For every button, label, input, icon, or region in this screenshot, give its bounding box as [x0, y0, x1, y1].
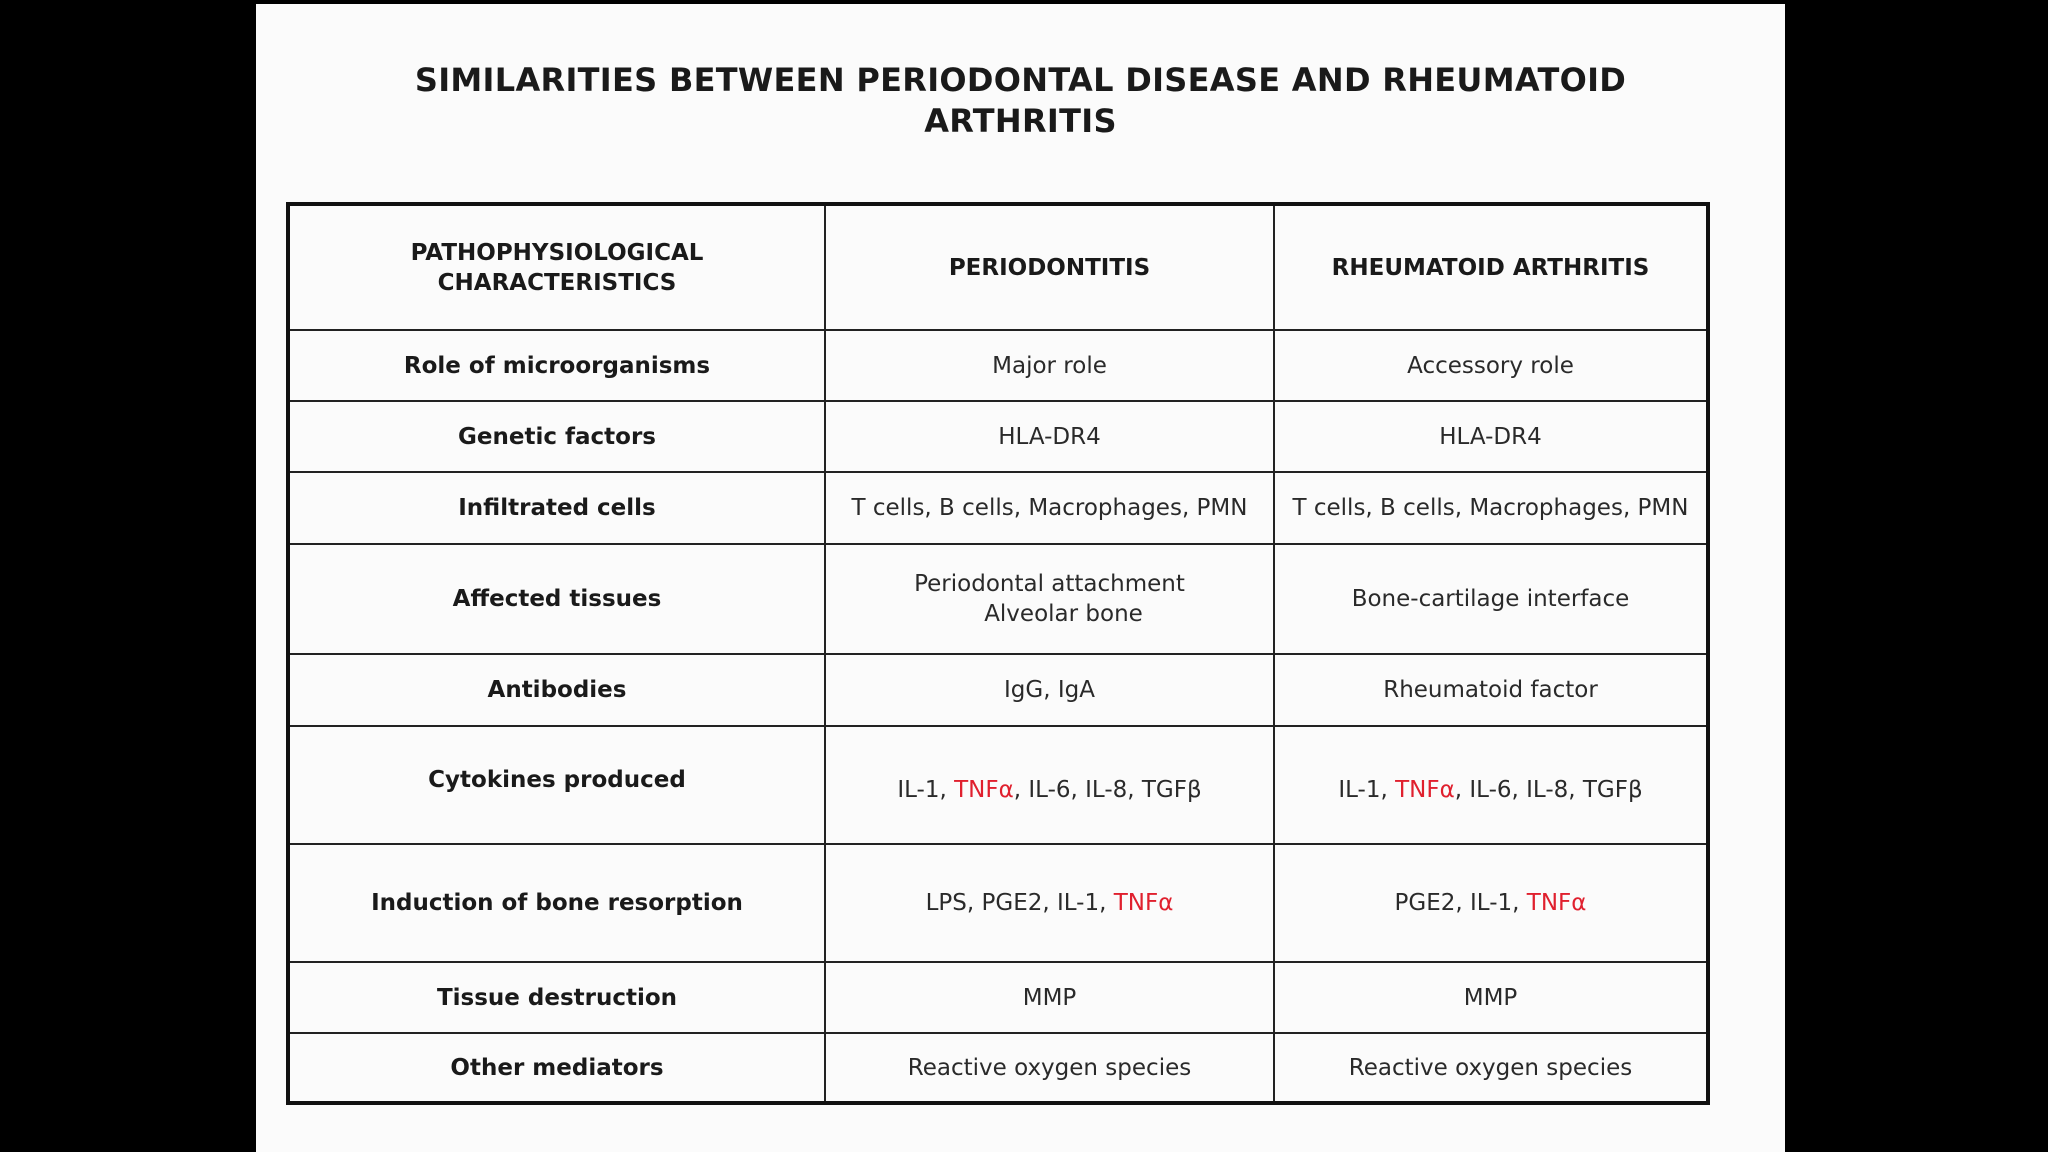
cytokines-periodontitis-tnf-highlight: TNFα [954, 777, 1014, 803]
comparison-table [286, 202, 1710, 1105]
row-label-tissues: Affected tissues [288, 544, 825, 654]
cell-periodontitis-tissues [825, 544, 1274, 654]
header-characteristics-line-2: CHARACTERISTICS [437, 269, 677, 296]
cell-ra-infiltrated: T cells, B cells, Macrophages, PMN [1274, 472, 1708, 544]
table-row [288, 654, 1708, 726]
cell-periodontitis-mediators: Reactive oxygen species [825, 1033, 1274, 1103]
row-label-microorganisms: Role of microorganisms [288, 330, 825, 401]
table-row [288, 544, 1708, 654]
header-periodontitis: PERIODONTITIS [825, 204, 1274, 330]
table-row [288, 726, 1708, 844]
header-characteristics-line-1: PATHOPHYSIOLOGICAL [410, 239, 704, 266]
slide-title [256, 60, 1785, 142]
table-header-row [288, 204, 1708, 330]
slide-title-line-2: ARTHRITIS [924, 102, 1117, 140]
cell-periodontitis-genetic: HLA-DR4 [825, 401, 1274, 472]
cell-ra-microorganisms: Accessory role [1274, 330, 1708, 401]
cell-ra-cytokines [1274, 726, 1708, 844]
cell-periodontitis-microorganisms: Major role [825, 330, 1274, 401]
row-label-cytokines: Cytokines produced [288, 726, 825, 844]
slide-title-line-1: SIMILARITIES BETWEEN PERIODONTAL DISEASE AND RHEUMATOID [414, 61, 1627, 99]
cytokines-ra-tnf-highlight: TNFα [1395, 777, 1455, 803]
cytokines-periodontitis-text-start: IL-1, [897, 777, 955, 803]
cell-ra-bone-resorption [1274, 844, 1708, 962]
cell-periodontitis-tissues-line-1: Periodontal attachment [914, 571, 1185, 597]
cytokines-ra-text-end: , IL-6, IL-8, TGFβ [1454, 777, 1643, 803]
cytokines-ra-text-start: IL-1, [1338, 777, 1396, 803]
header-characteristics [288, 204, 825, 330]
cell-periodontitis-destruction: MMP [825, 962, 1274, 1033]
table-row [288, 1033, 1708, 1103]
table-row [288, 401, 1708, 472]
row-label-infiltrated: Infiltrated cells [288, 472, 825, 544]
slide [256, 4, 1785, 1152]
row-label-destruction: Tissue destruction [288, 962, 825, 1033]
row-label-bone-resorption: Induction of bone resorption [288, 844, 825, 962]
cell-periodontitis-bone-resorption [825, 844, 1274, 962]
cell-periodontitis-cytokines [825, 726, 1274, 844]
cell-periodontitis-tissues-line-2: Alveolar bone [984, 601, 1143, 627]
bone-resorption-periodontitis-tnf-highlight: TNFα [1113, 890, 1174, 916]
cell-periodontitis-infiltrated: T cells, B cells, Macrophages, PMN [825, 472, 1274, 544]
cell-ra-destruction: MMP [1274, 962, 1708, 1033]
cell-ra-mediators: Reactive oxygen species [1274, 1033, 1708, 1103]
bone-resorption-periodontitis-text: LPS, PGE2, IL-1, [925, 890, 1114, 916]
cell-periodontitis-antibodies: IgG, IgA [825, 654, 1274, 726]
cytokines-periodontitis-text-end: , IL-6, IL-8, TGFβ [1013, 777, 1202, 803]
row-label-mediators: Other mediators [288, 1033, 825, 1103]
cell-ra-tissues: Bone-cartilage interface [1274, 544, 1708, 654]
cell-ra-antibodies: Rheumatoid factor [1274, 654, 1708, 726]
bone-resorption-ra-tnf-highlight: TNFα [1526, 890, 1587, 916]
row-label-genetic: Genetic factors [288, 401, 825, 472]
table-row [288, 472, 1708, 544]
table-row [288, 330, 1708, 401]
bone-resorption-ra-text: PGE2, IL-1, [1394, 890, 1527, 916]
row-label-antibodies: Antibodies [288, 654, 825, 726]
table-row [288, 962, 1708, 1033]
table-row [288, 844, 1708, 962]
header-rheumatoid-arthritis: RHEUMATOID ARTHRITIS [1274, 204, 1708, 330]
cell-ra-genetic: HLA-DR4 [1274, 401, 1708, 472]
